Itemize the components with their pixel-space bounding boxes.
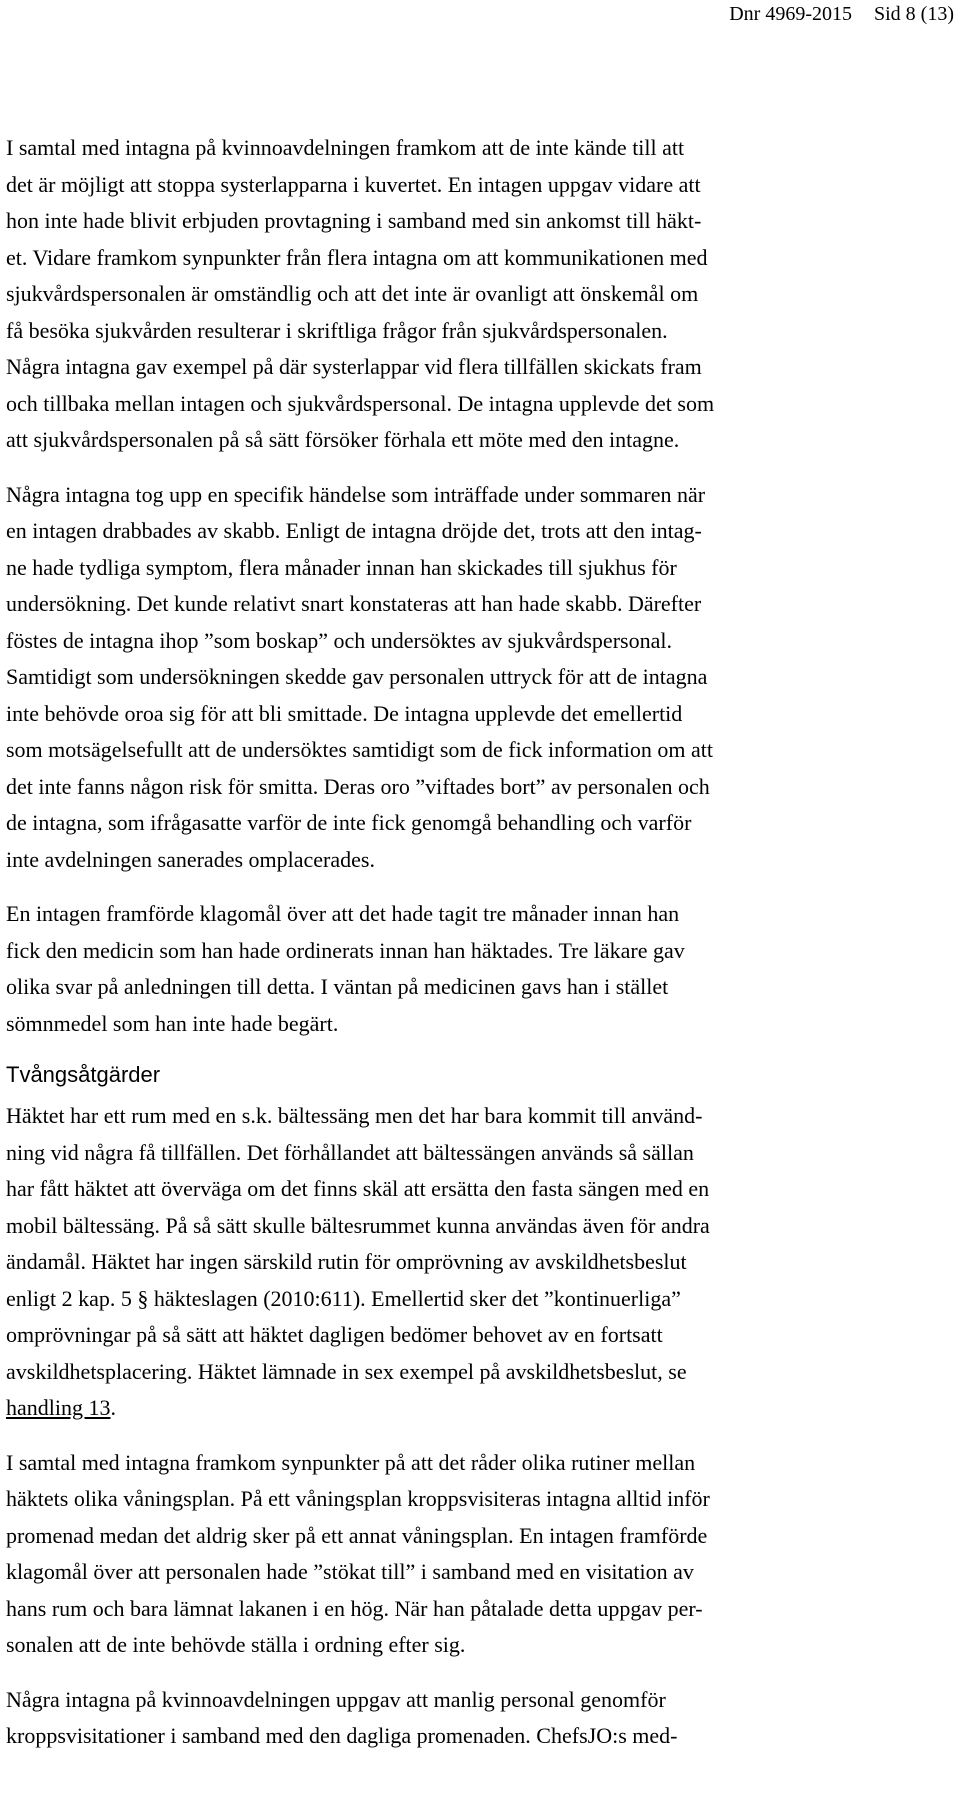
handling-link[interactable]: handling 13	[6, 1395, 111, 1420]
paragraph-kroppsvisitation-vaningsplan: I samtal med intagna framkom synpunkter på att det råder olika rutiner mellan häktets olika våningsplan. På ett våningsplan kroppsvisiteras intagna alltid inför promenad medan det aldrig sker på ett annat våningsplan. En intagen framförde klagomål över att personalen hade ”stökat till” i samband med en visitation av hans rum och bara lämnat lakanen i en hög. När han påtalade detta uppgav per- sonalen att de inte behövde ställa i ordning efter sig.	[6, 1449, 710, 1657]
page-number: Sid 8 (13)	[874, 3, 954, 25]
paragraph-skabb: Några intagna tog upp en specifik händelse som inträffade under sommaren när en intagen drabbades av skabb. Enligt de intagna dröjde det, trots att den intag- ne hade tydliga symptom, flera månader innan han skickades till sjukhus för undersökning. Det kunde relativt snart konstateras att han hade skabb. Därefter föstes de intagna ihop ”som boskap” och undersöktes av sjukvårdspersonal. Samtidigt som undersökningen skedde gav personalen uttryck för att de intagna inte behövde oroa sig för att bli smittade. De intagna upplevde det emellertid som motsägelsefullt att de undersöktes samtidigt som de fick information om att det inte fanns någon risk för smitta. Deras oro ”viftades bort” av personalen och de intagna, som ifrågasatte varför de inte fick genomgå behandling och varför inte avdelningen sanerades omplacerades.	[6, 481, 713, 872]
paragraph-medicin: En intagen framförde klagomål över att det hade tagit tre månader innan han fick den medicin som han hade ordinerats innan han häktades. Tre läkare gav olika svar på anledningen till detta. I väntan på medicinen gavs han i stället sömnmedel som han inte hade begärt.	[6, 901, 685, 1036]
document-number: Dnr 4969-2015	[729, 3, 852, 25]
document-body	[6, 130, 866, 1773]
page-header	[729, 2, 954, 26]
paragraph-baltessang-text: Häktet har ett rum med en s.k. bältessäng men det har bara kommit till använd- ning vid några få tillfällen. Det förhållandet att bältessängen används så sällan har fått häktet att överväga om det finns skäl att ersätta den fasta sängen med en mobil bältessäng. På så sätt skulle bältesrummet kunna användas även för andra ändamål. Häktet har ingen särskild rutin för omprövning av avskildhetsbeslut enligt 2 kap. 5 § häkteslagen (2010:611). Emellertid sker det ”kontinuerliga” omprövningar på så sätt att häktet dagligen bedömer behovet av en fortsatt avskildhetsplacering. Häktet lämnade in sex exempel på avskildhetsbeslut, se	[6, 1103, 710, 1384]
paragraph-manlig-personal: Några intagna på kvinnoavdelningen uppgav att manlig personal genomför kroppsvisitationer i samband med den dagliga promenaden. ChefsJO:s med-	[6, 1686, 678, 1748]
paragraph-baltessang-end: .	[110, 1395, 116, 1420]
paragraph-baltessang	[6, 1098, 866, 1427]
paragraph-kvinnoavdelning-systerlappar: I samtal med intagna på kvinnoavdelningen framkom att de inte kände till att det är möjligt att stoppa systerlapparna i kuvertet. En intagen uppgav vidare att hon inte hade blivit erbjuden provtagning i samband med sin ankomst till häkt- et. Vidare framkom synpunkter från flera intagna om att kommunikationen med sjukvårdspersonalen är omständlig och att det inte är ovanligt att önskemål om få besöka sjukvården resulterar i skriftliga frågor från sjukvårdspersonalen. Några intagna gav exempel på där systerlappar vid flera tillfällen skickats fram och tillbaka mellan intagen och sjukvårdspersonal. De intagna upplevde det som att sjukvårdspersonalen på så sätt försöker förhala ett möte med den intagne.	[6, 135, 715, 452]
section-heading: Tvångsåtgärder	[6, 1062, 161, 1087]
